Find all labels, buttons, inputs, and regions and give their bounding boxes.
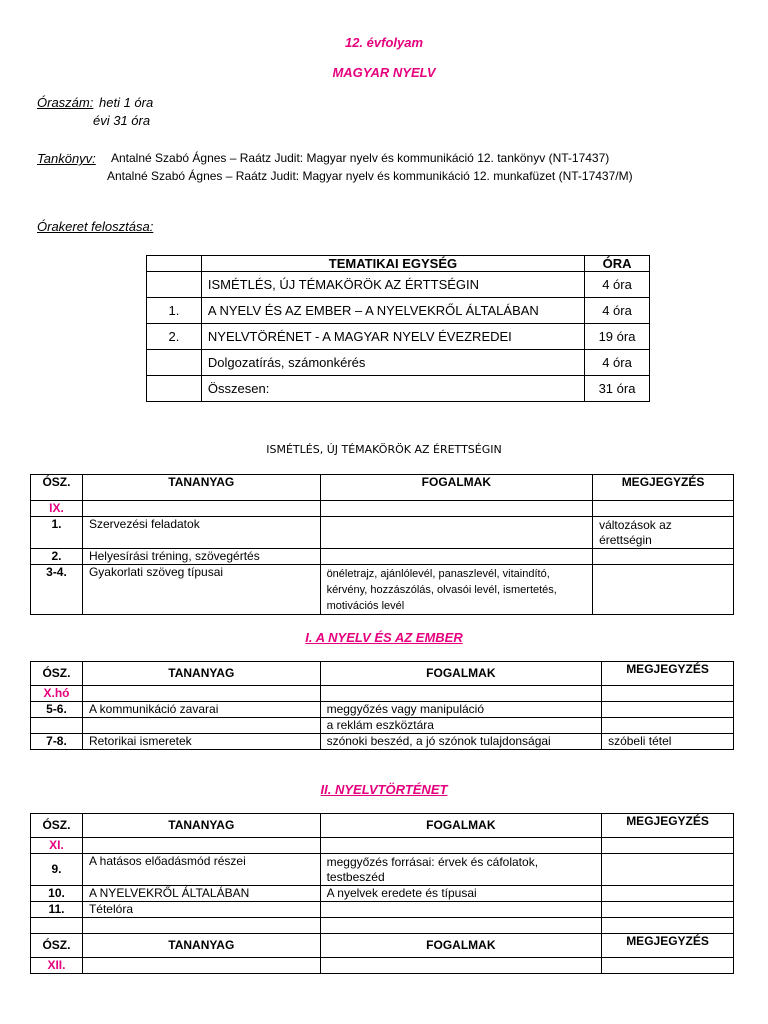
- cell: [602, 854, 734, 886]
- cell: 5-6.: [31, 702, 83, 718]
- table-row: [147, 272, 650, 298]
- cell: szónoki beszéd, a jó szónok tulajdonságai: [320, 734, 601, 750]
- plan-table-language-history: [30, 813, 734, 974]
- table-header-row: [31, 934, 734, 958]
- header-cell: FOGALMAK: [320, 934, 601, 958]
- table-row: [31, 854, 734, 886]
- cell: 31 óra: [585, 376, 650, 402]
- table-row: [31, 517, 734, 549]
- allocation-table: [146, 255, 650, 402]
- cell: [320, 838, 601, 854]
- hours-yearly: évi 31 óra: [93, 113, 151, 128]
- month-label: X.hó: [31, 686, 83, 702]
- cell: A kommunikáció zavarai: [82, 702, 320, 718]
- cell: 2.: [31, 549, 83, 565]
- cell: 4 óra: [585, 272, 650, 298]
- header-cell: TEMATIKAI EGYSÉG: [201, 256, 584, 272]
- header-cell: FOGALMAK: [320, 814, 601, 838]
- section-title-language-and-man: I. A NYELV ÉS AZ EMBER: [305, 630, 463, 645]
- cell: A NYELV ÉS AZ EMBER – A NYELVEKRŐL ÁLTALÁBAN: [201, 298, 584, 324]
- cell: NYELVTÖRÉNET - A MAGYAR NYELV ÉVEZREDEI: [201, 324, 584, 350]
- cell: [82, 501, 320, 517]
- cell: Összesen:: [201, 376, 584, 402]
- cell: 10.: [31, 886, 83, 902]
- cell: [320, 902, 601, 918]
- hours-label: Óraszám:: [37, 95, 94, 110]
- table-header-row: [31, 662, 734, 686]
- cell: 19 óra: [585, 324, 650, 350]
- cell: [593, 501, 734, 517]
- cell: Retorikai ismeretek: [82, 734, 320, 750]
- header-cell: MEGJEGYZÉS: [602, 814, 734, 838]
- cell: a reklám eszköztára: [320, 718, 601, 734]
- cell: ISMÉTLÉS, ÚJ TÉMAKÖRÖK AZ ÉRTTSÉGIN: [201, 272, 584, 298]
- cell: szóbeli tétel: [602, 734, 734, 750]
- cell: [320, 501, 593, 517]
- cell: A hatásos előadásmód részei: [82, 854, 320, 886]
- header-cell: MEGJEGYZÉS: [602, 934, 734, 958]
- month-row: [31, 958, 734, 974]
- cell: [82, 958, 320, 974]
- month-row: [31, 686, 734, 702]
- cell: [320, 686, 601, 702]
- grade-title: 12. évfolyam: [344, 35, 424, 50]
- header-cell: TANANYAG: [82, 475, 320, 501]
- cell: [147, 376, 202, 402]
- month-row: [31, 838, 734, 854]
- cell: [82, 838, 320, 854]
- cell: 4 óra: [585, 350, 650, 376]
- table-row: [147, 350, 650, 376]
- cell: [320, 517, 593, 549]
- allocation-label: Órakeret felosztása:: [37, 219, 154, 234]
- cell: [320, 958, 601, 974]
- cell: A nyelvek eredete és típusai: [320, 886, 601, 902]
- table-row: [31, 549, 734, 565]
- section-title-review: ISMÉTLÉS, ÚJ TÉMAKÖRÖK AZ ÉRETTSÉGIN: [266, 443, 502, 456]
- cell: 7-8.: [31, 734, 83, 750]
- table-row: [31, 718, 734, 734]
- cell: 1.: [31, 517, 83, 549]
- header-cell: FOGALMAK: [320, 662, 601, 686]
- table-row: [31, 565, 734, 615]
- table-row: [31, 702, 734, 718]
- hours-weekly: heti 1 óra: [99, 95, 154, 110]
- textbook-1: Antalné Szabó Ágnes – Raátz Judit: Magyar nyelv és kommunikáció 12. tankönyv (NT-17437): [111, 151, 610, 165]
- cell: [82, 918, 320, 934]
- cell: [82, 686, 320, 702]
- month-label: XI.: [31, 838, 83, 854]
- cell: Dolgozatírás, számonkérés: [201, 350, 584, 376]
- cell: [147, 350, 202, 376]
- month-label: IX.: [31, 501, 83, 517]
- cell: 3-4.: [31, 565, 83, 615]
- cell: meggyőzés forrásai: érvek és cáfolatok, testbeszéd: [320, 854, 601, 886]
- cell: Helyesírási tréning, szövegértés: [82, 549, 320, 565]
- cell: 9.: [31, 854, 83, 886]
- header-cell: TANANYAG: [82, 814, 320, 838]
- cell: [602, 702, 734, 718]
- header-cell: MEGJEGYZÉS: [602, 662, 734, 686]
- header-cell: ÓSZ.: [31, 475, 83, 501]
- cell: [82, 718, 320, 734]
- cell: [320, 549, 593, 565]
- cell: önéletrajz, ajánlólevél, panaszlevél, vitaindító, kérvény, hozzászólás, olvasói levél, ismertetés, motivációs levél: [320, 565, 593, 615]
- table-header-row: [31, 814, 734, 838]
- header-cell: ÓSZ.: [31, 662, 83, 686]
- table-row: [147, 298, 650, 324]
- cell: [602, 718, 734, 734]
- table-row: [147, 324, 650, 350]
- header-cell: ÓSZ.: [31, 814, 83, 838]
- section-title-language-history: II. NYELVTÖRTÉNET: [320, 782, 448, 797]
- table-header-row: [31, 475, 734, 501]
- month-row: [31, 501, 734, 517]
- textbook-2: Antalné Szabó Ágnes – Raátz Judit: Magyar nyelv és kommunikáció 12. munkafüzet (NT-17437/M): [107, 169, 633, 183]
- cell: 4 óra: [585, 298, 650, 324]
- cell: Gyakorlati szöveg típusai: [82, 565, 320, 615]
- cell: A NYELVEKRŐL ÁLTALÁBAN: [82, 886, 320, 902]
- cell: Tételóra: [82, 902, 320, 918]
- subject-title: MAGYAR NYELV: [332, 65, 436, 80]
- header-cell: [147, 256, 202, 272]
- table-row: [31, 918, 734, 934]
- cell: [602, 686, 734, 702]
- textbook-label: Tankönyv:: [37, 151, 96, 166]
- cell: [602, 918, 734, 934]
- table-row: [147, 376, 650, 402]
- table-row: [31, 886, 734, 902]
- table-row: [31, 902, 734, 918]
- cell: [31, 918, 83, 934]
- cell: [602, 958, 734, 974]
- header-cell: ÓRA: [585, 256, 650, 272]
- table-row: [31, 734, 734, 750]
- cell: [31, 718, 83, 734]
- cell: 1.: [147, 298, 202, 324]
- header-cell: TANANYAG: [82, 934, 320, 958]
- cell: Szervezési feladatok: [82, 517, 320, 549]
- cell: meggyőzés vagy manipuláció: [320, 702, 601, 718]
- header-cell: ÓSZ.: [31, 934, 83, 958]
- header-cell: MEGJEGYZÉS: [593, 475, 734, 501]
- cell: [593, 549, 734, 565]
- cell: [602, 838, 734, 854]
- plan-table-language-and-man: [30, 661, 734, 750]
- header-cell: TANANYAG: [82, 662, 320, 686]
- month-label: XII.: [31, 958, 83, 974]
- cell: 2.: [147, 324, 202, 350]
- cell: [602, 902, 734, 918]
- cell: [147, 272, 202, 298]
- table-header-row: [147, 256, 650, 272]
- cell: [602, 886, 734, 902]
- cell: változások az érettségin: [593, 517, 734, 549]
- cell: [593, 565, 734, 615]
- cell: [320, 918, 601, 934]
- cell: 11.: [31, 902, 83, 918]
- header-cell: FOGALMAK: [320, 475, 593, 501]
- plan-table-review: [30, 474, 734, 615]
